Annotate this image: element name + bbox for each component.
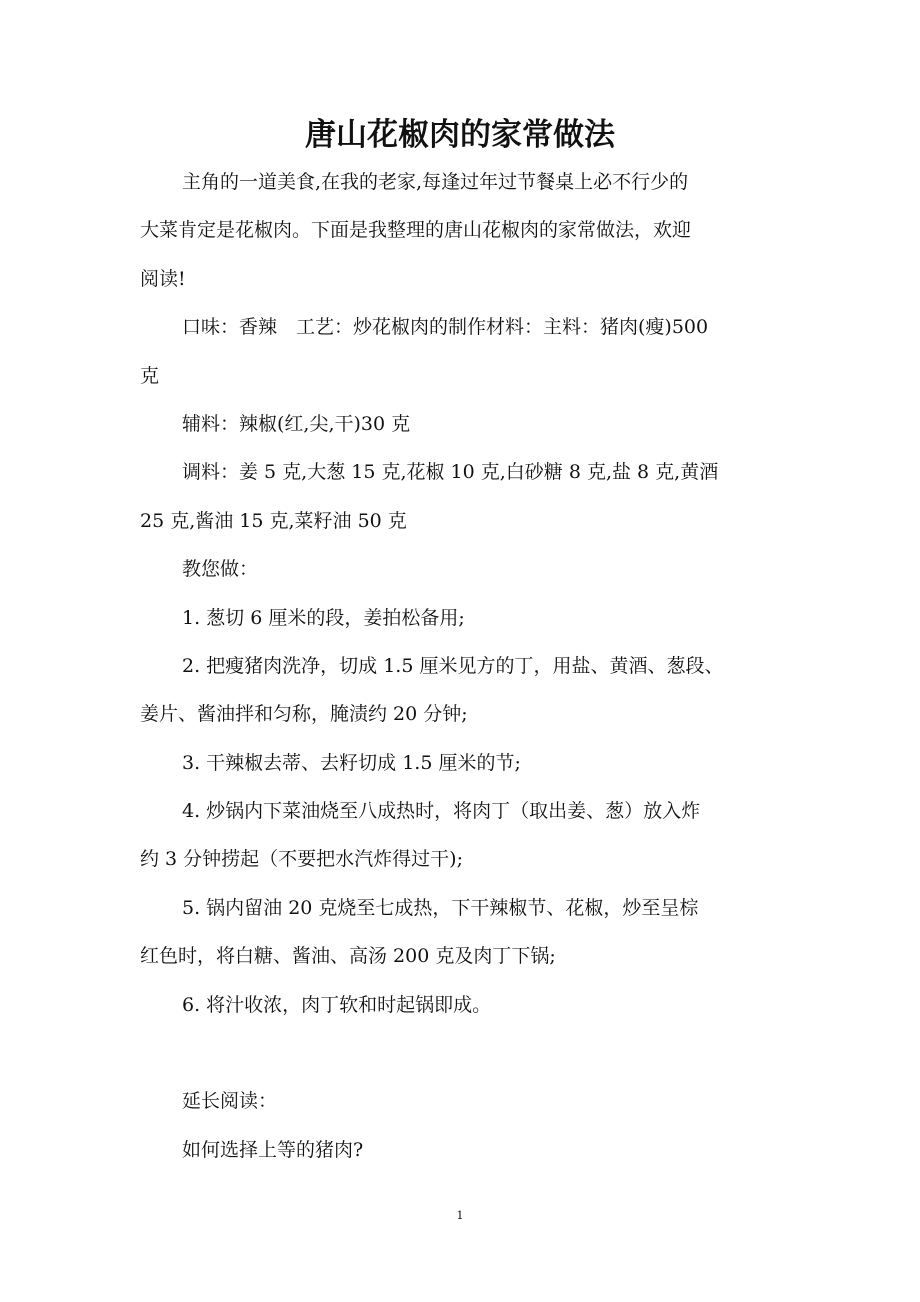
paragraph bbox=[140, 545, 800, 593]
text-line: 3. 干辣椒去蒂、去籽切成 1.5 厘米的节; bbox=[182, 751, 521, 774]
text-line: 红色时，将白糖、酱油、高汤 200 克及肉丁下锅; bbox=[140, 945, 556, 968]
text-line: 调料：姜 5 克,大葱 15 克,花椒 10 克,白砂糖 8 克,盐 8 克,黄酒 bbox=[182, 461, 719, 484]
text-line: 大菜肯定是花椒肉。下面是我整理的唐山花椒肉的家常做法，欢迎 bbox=[140, 219, 692, 242]
paragraph bbox=[140, 642, 800, 739]
paragraph bbox=[140, 594, 800, 642]
document-title: 唐山花椒肉的家常做法 bbox=[305, 117, 615, 153]
text-line: 如何选择上等的猪肉? bbox=[182, 1138, 364, 1161]
blank-line bbox=[140, 1029, 800, 1077]
paragraph bbox=[140, 400, 800, 448]
text-line: 约 3 分钟捞起（不要把水汽炸得过干); bbox=[140, 848, 463, 871]
paragraph bbox=[140, 158, 800, 303]
text-line: 延长阅读： bbox=[182, 1090, 278, 1113]
paragraph bbox=[140, 303, 800, 400]
paragraph bbox=[140, 884, 800, 981]
text-line: 口味：香辣 工艺：炒花椒肉的制作材料：主料：猪肉(瘦)500 bbox=[182, 316, 709, 339]
text-line: 克 bbox=[140, 364, 160, 387]
paragraph bbox=[140, 448, 800, 545]
text-line: 主角的一道美食,在我的老家,每逢过年过节餐桌上必不行少的 bbox=[182, 171, 689, 193]
text-line: 2. 把瘦猪肉洗净，切成 1.5 厘米见方的丁，用盐、黄酒、葱段、 bbox=[182, 654, 724, 677]
paragraph bbox=[140, 981, 800, 1029]
text-line: 姜片、酱油拌和匀称，腌渍约 20 分钟; bbox=[140, 703, 468, 726]
page-number: 1 bbox=[456, 1209, 464, 1222]
paragraph bbox=[140, 739, 800, 787]
text-line: 5. 锅内留油 20 克烧至七成热，下干辣椒节、花椒，炒至呈棕 bbox=[182, 896, 699, 919]
paragraph bbox=[140, 787, 800, 884]
text-line: 25 克,酱油 15 克,菜籽油 50 克 bbox=[140, 509, 407, 532]
text-line: 4. 炒锅内下菜油烧至八成热时，将肉丁（取出姜、葱）放入炸 bbox=[182, 800, 701, 823]
extended-reading-paragraph bbox=[140, 1077, 800, 1125]
text-line: 6. 将汁收浓，肉丁软和时起锅即成。 bbox=[182, 993, 492, 1016]
text-line: 教您做： bbox=[182, 558, 259, 581]
extended-reading-paragraph bbox=[140, 1126, 800, 1174]
text-line: 阅读! bbox=[140, 267, 186, 290]
text-line: 1. 葱切 6 厘米的段，姜拍松备用; bbox=[182, 606, 465, 629]
document-body bbox=[140, 158, 800, 1174]
text-line: 辅料：辣椒(红,尖,干)30 克 bbox=[182, 412, 411, 435]
